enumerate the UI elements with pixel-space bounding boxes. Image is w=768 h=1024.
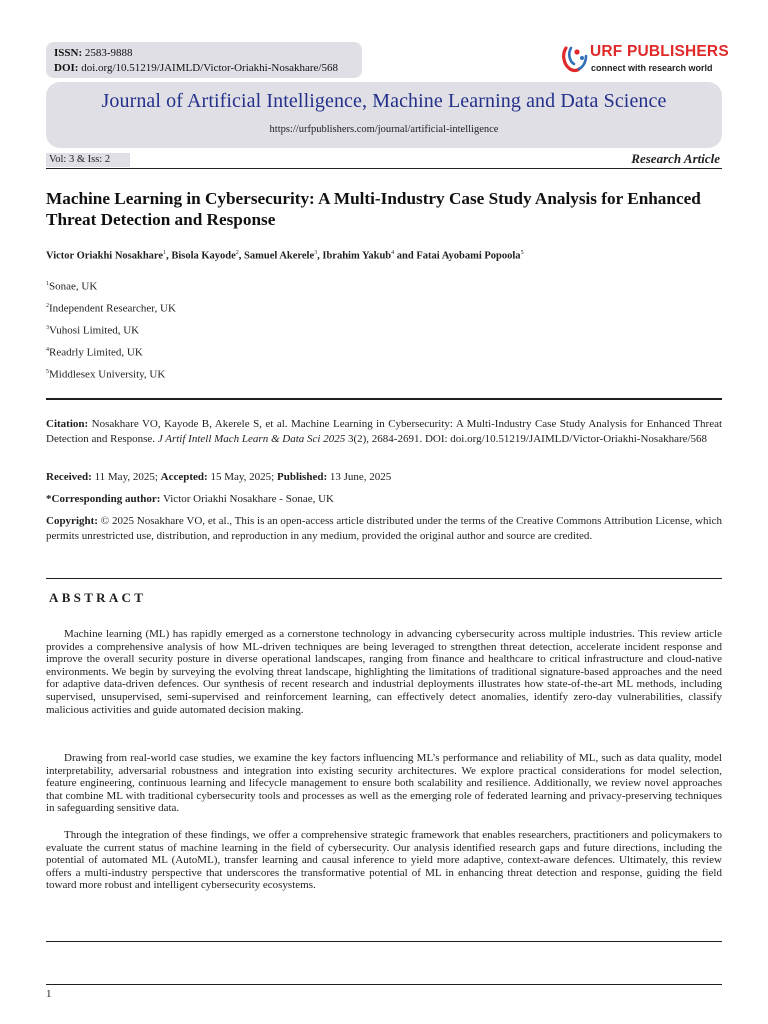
author-sep: ,: [317, 250, 323, 262]
affiliation-sup: 3: [46, 325, 49, 331]
abstract-bottom-rule: [46, 941, 722, 942]
corresponding-label: *Corresponding author:: [46, 493, 161, 505]
received-label: Received:: [46, 471, 92, 483]
corresponding-author: [46, 492, 722, 507]
author-name: Samuel Akerele: [244, 250, 315, 262]
section-divider: [46, 398, 722, 400]
abstract-top-rule: [46, 578, 722, 579]
citation-journal: J Artif Intell Mach Learn & Data Sci 2025: [157, 433, 346, 445]
footer-rule: [46, 984, 722, 985]
abstract-heading: ABSTRACT: [49, 590, 147, 605]
copyright-label: Copyright:: [46, 515, 98, 527]
corresponding-text: Victor Oriakhi Nosakhare - Sonae, UK: [162, 493, 334, 505]
issn-value: 2583-9888: [84, 47, 133, 59]
accepted-date: 15 May, 2025;: [210, 471, 275, 483]
affiliation-text: Readrly Limited, UK: [49, 346, 143, 359]
affiliation-item: [46, 342, 176, 364]
publisher-logo[interactable]: [560, 42, 730, 78]
author-name: Ibrahim Yakub: [322, 250, 392, 262]
doi-label: DOI:: [54, 61, 79, 74]
abstract-paragraph: Machine learning (ML) has rapidly emerged as a cornerstone technology in advancing cybersecurity across multiple industries. This review article provides a comprehensive analysis of how ML-driven techniques are being leveraged to strengthen threat detection, accelerate incident response and improve the overall security posture in diverse operational landscapes, ranging from finance and healthcare to critical infrastructure and cloud-native environments. We begin by surveying the evolving threat landscape, highlighting the limitations of traditional signature-based approaches and the need for adaptive data-driven defences. Our synthesis of recent research and industrial deployments illustrates how state-of-the-art ML methods, including supervised, unsupervised, semi-supervised and reinforcement learning, can effectively detect anomalies, identify zero-day vulnerabilities, classify malicious activities and guide automated decision making.: [46, 628, 722, 716]
citation: [46, 417, 722, 447]
author-sup: 3: [314, 250, 318, 256]
copyright: [46, 514, 722, 544]
affiliation-item: [46, 298, 176, 320]
author-sep: ,: [238, 250, 245, 262]
author-sup: 1: [163, 250, 167, 256]
author-sep: ,: [166, 250, 172, 262]
citation-text: Nosakhare VO, Kayode B, Akerele S, et al. Machine Learning in Cybersecurity: A Multi-Industry Case Study Analysis for Enhanced Threat Detection and Response.: [46, 418, 723, 445]
affiliation-list: [46, 276, 176, 386]
article-type: Research Article: [631, 151, 720, 166]
article-title: Machine Learning in Cybersecurity: A Multi-Industry Case Study Analysis for Enhanced Threat Detection and Response: [46, 189, 701, 229]
journal-url-link[interactable]: https://urfpublishers.com/journal/artificial-intelligence: [269, 124, 499, 135]
published-date: 13 June, 2025: [329, 471, 392, 483]
abstract-paragraph: Drawing from real-world case studies, we examine the key factors influencing ML’s performance and reliability of ML, such as data quality, model interpretability, adversarial robustness and integration into existing security architectures. We explore practical considerations for model selection, feature engineering, continuous learning and lifecycle management to ensure both scalability and resilience. Additionally, we review novel approaches that combine ML with traditional cybersecurity tools and processes as well as the emerging role of federated learning and privacy-preserving techniques in safeguarding sensitive data.: [46, 752, 722, 815]
author-sup: 2: [235, 250, 239, 256]
affiliation-sup: 1: [46, 281, 49, 287]
author-name: Bisola Kayode: [171, 250, 236, 262]
page-number: 1: [46, 988, 52, 1000]
author-sep: and: [394, 250, 417, 262]
publisher-tagline: connect with research world: [591, 63, 713, 73]
published-label: Published:: [276, 471, 328, 483]
citation-label: Citation:: [46, 418, 89, 430]
author-sup: 4: [391, 250, 395, 256]
author-list: [46, 250, 524, 262]
author-name: Fatai Ayobami Popoola: [416, 250, 521, 262]
doi-link[interactable]: doi.org/10.51219/JAIMLD/Victor-Oriakhi-Nosakhare/568: [81, 61, 338, 74]
copyright-text: © 2025 Nosakhare VO, et al., This is an open-access article distributed under the terms of the Creative Commons Attribution License, which permits unrestricted use, distribution, and reproduction in any medium, provided the original author and source are credited.: [46, 515, 722, 542]
issn-label: ISSN:: [54, 47, 83, 59]
journal-title: Journal of Artificial Intelligence, Machine Learning and Data Science: [101, 90, 667, 112]
affiliation-text: Middlesex University, UK: [49, 368, 166, 381]
affiliation-item: [46, 320, 176, 342]
author-name: Victor Oriakhi Nosakhare: [46, 250, 164, 262]
affiliation-sup: 2: [46, 303, 49, 309]
publisher-logo-icon: [560, 44, 592, 74]
affiliation-text: Sonae, UK: [49, 280, 98, 293]
author-sup: 5: [520, 250, 524, 256]
affiliation-sup: 4: [46, 347, 49, 353]
affiliation-text: Vuhosi Limited, UK: [49, 324, 140, 337]
header-divider: [46, 168, 722, 169]
affiliation-item: [46, 276, 176, 298]
accepted-label: Accepted:: [160, 471, 208, 483]
affiliation-sup: 5: [46, 369, 49, 375]
affiliation-item: [46, 364, 176, 386]
issn-doi-box: [46, 42, 362, 78]
volume-issue: Vol: 3 & Iss: 2: [46, 153, 130, 167]
article-dates: [46, 470, 722, 485]
citation-doi[interactable]: 3(2), 2684-2691. DOI: doi.org/10.51219/JAIMLD/Victor-Oriakhi-Nosakhare/568: [347, 433, 708, 445]
received-date: 11 May, 2025;: [94, 471, 158, 483]
affiliation-text: Independent Researcher, UK: [49, 302, 176, 315]
abstract-paragraph: Through the integration of these findings, we offer a comprehensive strategic framework that enables researchers, practitioners and policymakers to evaluate the current status of machine learning in the field of cybersecurity. Our analysis identified research gaps and future directions, including the potential of automated ML (AutoML), transfer learning and causal inference to yield more adaptive, context-aware defences. Ultimately, this review offers a multi-industry perspective that underscores the transformative potential of ML in enhancing threat detection and response, guiding the field toward more robust and intelligent cybersecurity ecosystems.: [46, 829, 722, 892]
publisher-name: URF PUBLISHERS: [590, 43, 729, 60]
